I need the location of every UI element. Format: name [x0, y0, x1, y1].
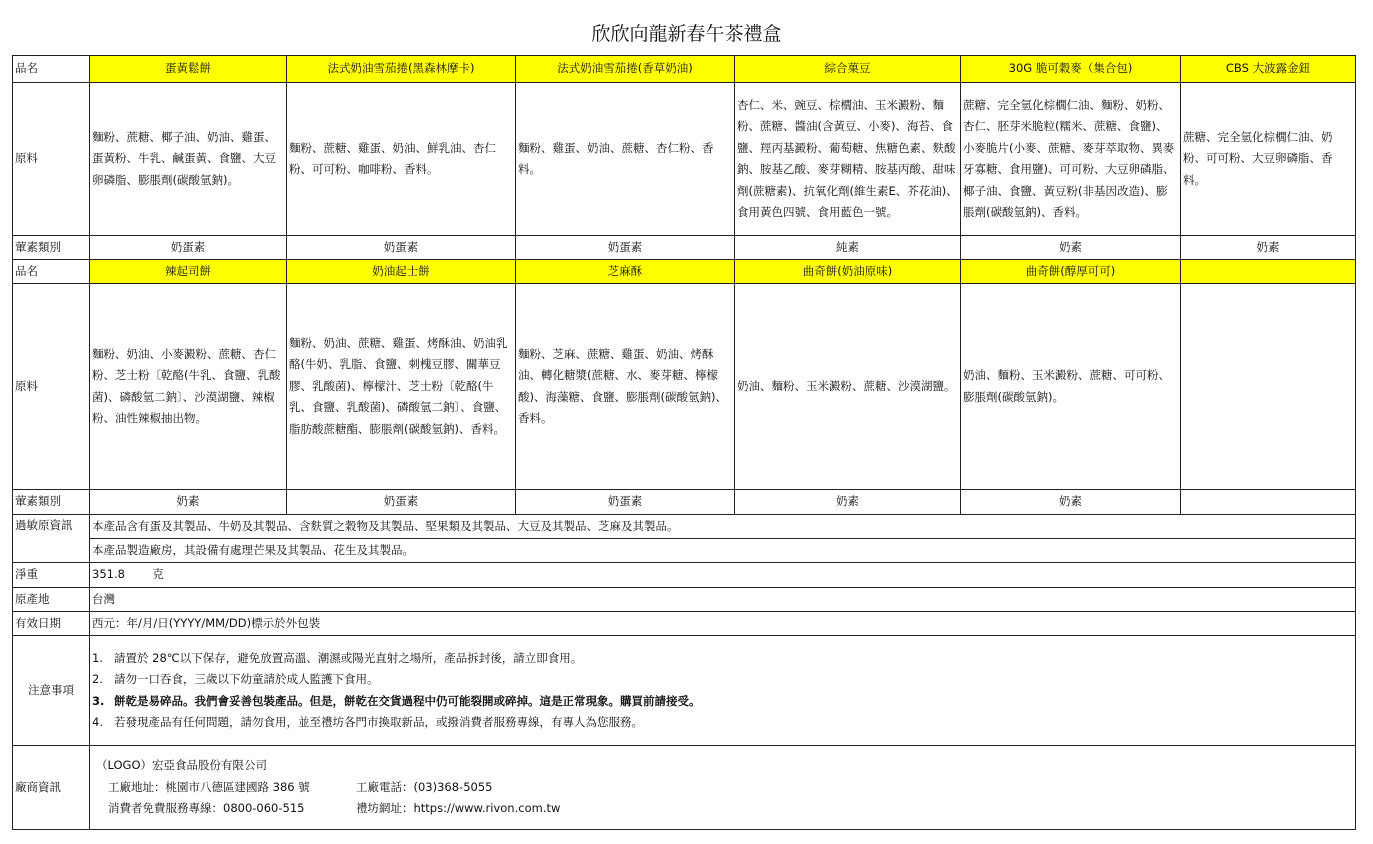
document-title: 欣欣向龍新春午茶禮盒: [591, 23, 782, 45]
diet-cell: 純素: [735, 236, 961, 260]
notice-item: [92, 669, 1353, 691]
factory-address: 工廠地址：桃園市八德區建國路 386 號: [108, 779, 310, 794]
expiry-row: [13, 612, 1356, 636]
diet-cell: 奶素: [961, 490, 1181, 515]
product-name-row-2: [13, 260, 1356, 284]
diet-cell: 奶蛋素: [516, 490, 735, 515]
product-name: 蛋黃鬆餅: [90, 56, 287, 83]
notice-text: 餅乾是易碎品。我們會妥善包裝產品。但是，餅乾在交貨過程中仍可能裂開或碎掉。這是正常現象。購買前請接受。: [114, 693, 701, 708]
diet-row-1: [13, 236, 1356, 260]
product-name: 30G 脆可穀麥（集合包): [961, 56, 1181, 83]
notice-label: 注意事項: [13, 636, 90, 746]
weight-unit: 克: [152, 567, 164, 582]
notice-number: 3.: [92, 693, 105, 708]
product-name: 辣起司餅: [90, 260, 287, 284]
product-name: 法式奶油雪茄捲(黑森林摩卡): [287, 56, 516, 83]
diet-label: 葷素類別: [13, 490, 90, 515]
ingredients-cell: 奶油、麵粉、玉米澱粉、蔗糖、沙漠湖鹽。: [735, 284, 961, 490]
diet-cell: 奶蛋素: [90, 236, 287, 260]
ingredients-cell-empty: [1181, 284, 1356, 490]
allergen-line-2: 本產品製造廠房，其設備有處理芒果及其製品、花生及其製品。: [90, 539, 1356, 563]
notice-number: 2.: [92, 672, 103, 686]
maker-info: [90, 746, 1356, 830]
maker-label: 廠商資訊: [13, 746, 90, 830]
name-label: 品名: [13, 260, 90, 284]
ingredients-cell: 蔗糖、完全氫化棕櫚仁油、奶粉、可可粉、大豆卵磷脂、香料。: [1181, 83, 1356, 236]
ingredients-cell: 杏仁、米、豌豆、棕櫚油、玉米澱粉、麵粉、蔗糖、醬油(含黃豆、小麥)、海苔、食鹽、羥丙基澱粉、葡萄糖、焦糖色素、麩酸鈉、胺基乙酸、麥芽糊精、胺基丙酸、甜味劑(蔗糖素)、抗氧化劑(維生素E、芥花油)、食用黃色四號、食用藍色一號。: [735, 83, 961, 236]
origin-row: [13, 588, 1356, 612]
allergen-label: 過敏原資訊: [13, 515, 90, 563]
consumer-hotline: 消費者免費服務專線：0800-060-515: [108, 801, 305, 816]
company-name: （LOGO）宏亞食品股份有限公司: [96, 758, 268, 773]
expiry-value: 西元：年/月/日(YYYY/MM/DD)標示於外包裝: [90, 612, 1356, 636]
ingredients-cell: 麵粉、奶油、小麥澱粉、蔗糖、杏仁粉、芝士粉〔乾酪(牛乳、食鹽、乳酸菌)、磷酸氫二鈉〕、沙漠湖鹽、辣椒粉、油性辣椒抽出物。: [90, 284, 287, 490]
product-name: 綜合菓豆: [735, 56, 961, 83]
ingredients-cell: 麵粉、蔗糖、椰子油、奶油、雞蛋、蛋黃粉、牛乳、鹹蛋黃、食鹽、大豆卵磷脂、膨脹劑(碳酸氫鈉)。: [90, 83, 287, 236]
product-name-empty: [1181, 260, 1356, 284]
product-name: 法式奶油雪茄捲(香草奶油): [516, 56, 735, 83]
expiry-label: 有效日期: [13, 612, 90, 636]
ingredients-cell: 麵粉、雞蛋、奶油、蔗糖、杏仁粉、香料。: [516, 83, 735, 236]
allergen-line-1: 本產品含有蛋及其製品、牛奶及其製品、含麩質之穀物及其製品、堅果類及其製品、大豆及其製品、芝麻及其製品。: [90, 515, 1356, 539]
diet-cell-empty: [1181, 490, 1356, 515]
product-info-table: [12, 55, 1356, 830]
notice-number: 4.: [92, 715, 103, 729]
weight-label: 淨重: [13, 563, 90, 588]
name-label: 品名: [13, 56, 90, 83]
product-name: CBS 大波露金鈕: [1181, 56, 1356, 83]
website-link[interactable]: 禮坊網址：https://www.rivon.com.tw: [356, 801, 561, 816]
diet-label: 葷素類別: [13, 236, 90, 260]
product-name: 曲奇餅(醇厚可可): [961, 260, 1181, 284]
notice-item-bold: [92, 691, 1353, 713]
product-name-row-1: [13, 56, 1356, 83]
notice-number: 1.: [92, 650, 103, 665]
notice-text: 請勿一口吞食，三歲以下幼童請於成人監護下食用。: [114, 672, 379, 686]
ingredients-cell: 蔗糖、完全氫化棕櫚仁油、麵粉、奶粉、杏仁、胚芽米脆粒(糯米、蔗糖、食鹽)、小麥脆片(小麥、蔗糖、麥芽萃取物、異麥牙寡糖、食用鹽)、可可粉、大豆卵磷脂、椰子油、食鹽、黃豆粉(非基因改造)、膨脹劑(碳酸氫鈉)、香料。: [961, 83, 1181, 236]
notice-text: 請置於 28℃以下保存，避免放置高溫、潮濕或陽光直射之場所，產品拆封後，請立即食用。: [114, 650, 583, 665]
diet-row-2: [13, 490, 1356, 515]
weight-cell: [90, 563, 1356, 588]
weight-value: 351.8: [92, 567, 125, 582]
allergen-row-2: [13, 539, 1356, 563]
product-name: 芝麻酥: [516, 260, 735, 284]
diet-cell: 奶素: [90, 490, 287, 515]
notice-item: [92, 712, 1353, 734]
diet-cell: 奶蛋素: [287, 490, 516, 515]
ingredients-label: 原料: [13, 83, 90, 236]
diet-cell: 奶素: [961, 236, 1181, 260]
origin-label: 原產地: [13, 588, 90, 612]
ingredients-row-1: [13, 83, 1356, 236]
diet-cell: 奶蛋素: [516, 236, 735, 260]
diet-cell: 奶素: [735, 490, 961, 515]
ingredients-cell: 麵粉、芝麻、蔗糖、雞蛋、奶油、烤酥油、轉化糖漿(蔗糖、水、麥芽糖、檸檬酸)、海藻糖、食鹽、膨脹劑(碳酸氫鈉)、香料。: [516, 284, 735, 490]
notice-text: 若發現產品有任何問題，請勿食用，並至禮坊各門市換取新品，或撥消費者服務專線，有專人為您服務。: [114, 715, 643, 729]
ingredients-cell: 奶油、麵粉、玉米澱粉、蔗糖、可可粉、膨脹劑(碳酸氫鈉)。: [961, 284, 1181, 490]
product-name: 曲奇餅(奶油原味): [735, 260, 961, 284]
notice-list: [90, 636, 1356, 746]
ingredients-row-2: [13, 284, 1356, 490]
ingredients-cell: 麵粉、奶油、蔗糖、雞蛋、烤酥油、奶油乳酪(牛奶、乳脂、食鹽、刺槐豆膠、關華豆膠、乳酸菌)、檸檬汁、芝士粉〔乾酪(牛乳、食鹽、乳酸菌)、磷酸氫二鈉〕、食鹽、脂肪酸蔗糖酯、膨脹劑(碳酸氫鈉)、香料。: [287, 284, 516, 490]
factory-phone: 工廠電話：(03)368-5055: [356, 779, 493, 794]
weight-row: [13, 563, 1356, 588]
ingredients-label: 原料: [13, 284, 90, 490]
origin-value: 台灣: [90, 588, 1356, 612]
maker-row: [13, 746, 1356, 830]
diet-cell: 奶素: [1181, 236, 1356, 260]
diet-cell: 奶蛋素: [287, 236, 516, 260]
allergen-row: [13, 515, 1356, 539]
notice-row: [13, 636, 1356, 746]
notice-item: [92, 648, 1353, 670]
product-name: 奶油起士餅: [287, 260, 516, 284]
ingredients-cell: 麵粉、蔗糖、雞蛋、奶油、鮮乳油、杏仁粉、可可粉、咖啡粉、香料。: [287, 83, 516, 236]
